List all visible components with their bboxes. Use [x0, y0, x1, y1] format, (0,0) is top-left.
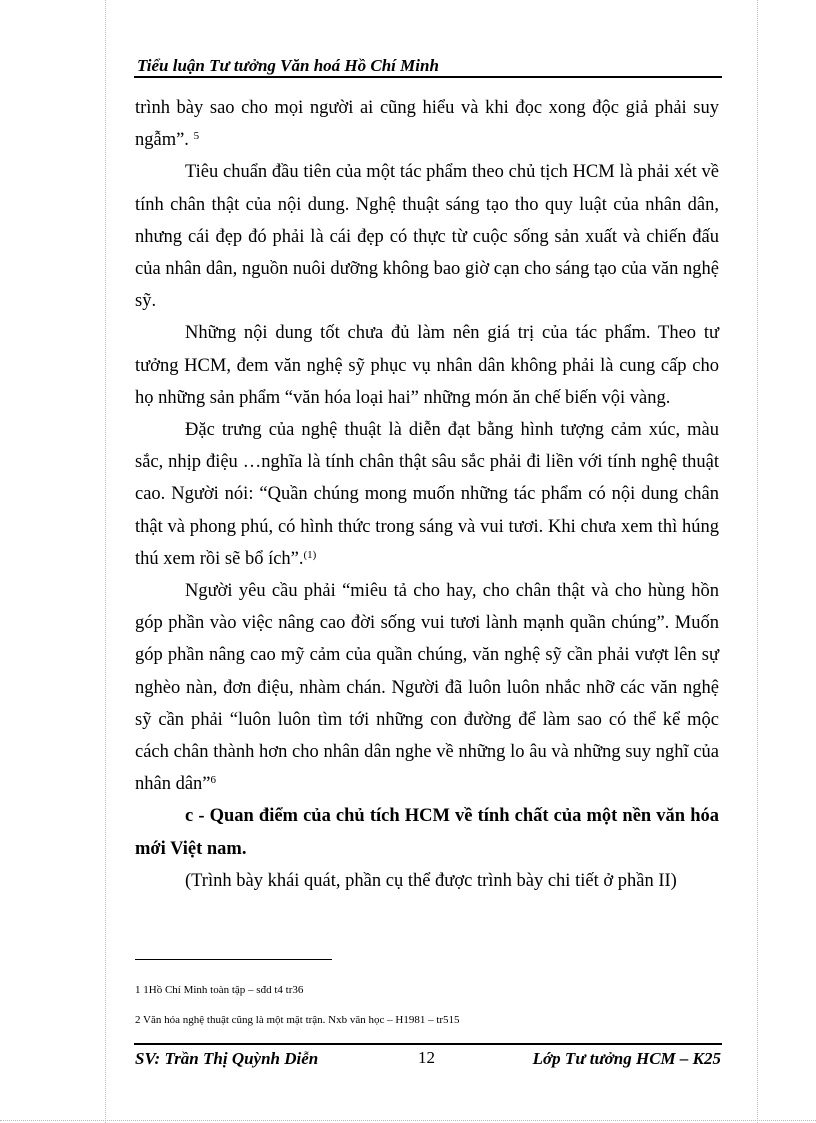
paragraph-1 — [135, 92, 719, 156]
header-title: Tiểu luận Tư tưởng Văn hoá Hồ Chí Minh — [137, 56, 439, 75]
footer-rule — [134, 1043, 722, 1045]
footnotes — [135, 975, 715, 1035]
footnote-ref: (1) — [303, 548, 317, 561]
footnote-separator — [135, 959, 332, 960]
paragraph-1-text: trình bày sao cho mọi người ai cũng hiểu và khi đọc xong độc giả phải suy ngẫm”. — [135, 98, 719, 151]
footnote-2: 2 Văn hóa nghệ thuật cũng là một mặt trận. Nxb văn học – H1981 – tr515 — [135, 1014, 460, 1026]
footnote-ref: 5 — [193, 130, 200, 143]
paragraph-5-text: Người yêu cầu phải “miêu tả cho hay, cho chân thật và cho hùng hồn góp phần vào việc nâng cao đời sống vui tươi lành mạnh quần chúng”. Muốn góp phần nâng cao mỹ cảm của quần chúng, văn nghệ sỹ cần phải vượt lên sự nghèo nàn, đơn điệu, nhàm chán. Người đã luôn luôn nhắc nhỡ các văn nghệ sỹ cần phải “luôn luôn tìm tới những con đường để làm sao có thể kể mộc cách chân thành hơn cho nhân dân nghe về những lo âu và những suy nghĩ của nhân dân” — [135, 581, 719, 795]
page-number: 12 — [418, 1048, 435, 1067]
footnote-1: 1 1Hồ Chí Minh toàn tập – sđd t4 tr36 — [135, 984, 304, 996]
guide-line-bottom — [0, 1120, 816, 1121]
paragraph-5 — [135, 575, 719, 800]
paragraph-3: Những nội dung tốt chưa đủ làm nên giá trị của tác phẩm. Theo tư tưởng HCM, đem văn nghệ sỹ phục vụ nhân dân không phải là cung cấp cho họ những sản phẩm “văn hóa loại hai” những món ăn chế biến vội vàng. — [135, 323, 719, 408]
footer-author: SV: Trần Thị Quỳnh Diễn — [135, 1049, 319, 1068]
guide-line-left — [105, 0, 106, 1123]
section-heading: c - Quan điểm của chủ tích HCM về tính chất của một nền văn hóa mới Việt nam. — [135, 806, 719, 859]
footer-class: Lớp Tư tưởng HCM – K25 — [532, 1049, 721, 1068]
guide-line-right — [757, 0, 758, 1123]
header-rule — [134, 76, 722, 78]
paragraph-4 — [135, 414, 719, 575]
body-text — [135, 92, 719, 897]
paragraph-4-text: Đặc trưng của nghệ thuật là diễn đạt bằng hình tượng cảm xúc, màu sắc, nhịp điệu …nghĩa là tính chân thật sâu sắc phải đi liền với tính nghệ thuật cao. Người nói: “Quần chúng mong muốn những tác phẩm có nội dung chân thật và phong phú, có hình thức trong sáng và vui tươi. Khi chưa xem thì húng thú xem rồi sẽ bổ ích”. — [135, 420, 719, 569]
paragraph-6: (Trình bày khái quát, phần cụ thể được trình bày chi tiết ở phần II) — [185, 870, 677, 891]
paragraph-2: Tiêu chuẩn đầu tiên của một tác phẩm theo chủ tịch HCM là phải xét về tính chân thật của nội dung. Nghệ thuật sáng tạo tho quy luật của nhân dân, nhưng cái đẹp đó phải là cái đẹp có thực từ cuộc sống sản xuất và chiến đấu của nhân dân, nguồn nuôi dưỡng không bao giờ cạn cho sáng tạo của văn nghệ sỹ. — [135, 162, 719, 312]
footnote-ref: 6 — [210, 774, 217, 787]
